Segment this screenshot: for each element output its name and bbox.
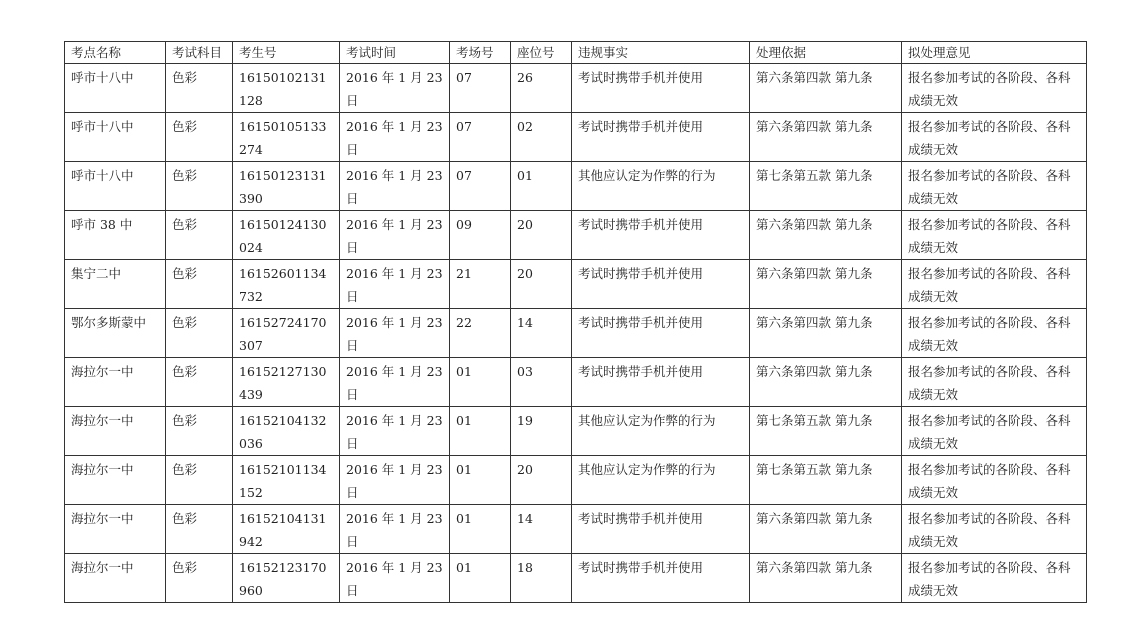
subject-cell: 色彩 — [166, 309, 233, 358]
basis-cell: 第六条第四款 第九条 — [750, 113, 902, 162]
table-row — [65, 456, 1087, 505]
violation-fact-cell: 考试时携带手机并使用 — [572, 358, 750, 407]
basis-cell: 第六条第四款 第九条 — [750, 309, 902, 358]
seat-number-cell: 20 — [511, 211, 572, 260]
document-sheet — [64, 41, 1087, 603]
header-candidate-number: 考生号 — [233, 42, 340, 64]
basis-cell: 第六条第四款 第九条 — [750, 64, 902, 113]
header-seat-number: 座位号 — [511, 42, 572, 64]
violation-fact-cell: 考试时携带手机并使用 — [572, 260, 750, 309]
violation-fact-cell: 考试时携带手机并使用 — [572, 309, 750, 358]
proposed-decision-cell: 报名参加考试的各阶段、各科成绩无效 — [902, 162, 1087, 211]
room-number-cell: 21 — [450, 260, 511, 309]
basis-cell: 第七条第五款 第九条 — [750, 162, 902, 211]
proposed-decision-cell: 报名参加考试的各阶段、各科成绩无效 — [902, 309, 1087, 358]
candidate-number-cell: 16152601134732 — [233, 260, 340, 309]
room-number-cell: 01 — [450, 358, 511, 407]
exam-time-cell: 2016 年 1 月 23 日 — [340, 162, 450, 211]
table-row — [65, 358, 1087, 407]
exam-site-cell: 呼市 38 中 — [65, 211, 166, 260]
header-subject: 考试科目 — [166, 42, 233, 64]
violation-fact-cell: 其他应认定为作弊的行为 — [572, 456, 750, 505]
subject-cell: 色彩 — [166, 358, 233, 407]
header-violation-fact: 违规事实 — [572, 42, 750, 64]
exam-site-cell: 集宁二中 — [65, 260, 166, 309]
subject-cell: 色彩 — [166, 211, 233, 260]
header-room-number: 考场号 — [450, 42, 511, 64]
exam-time-cell: 2016 年 1 月 23 日 — [340, 113, 450, 162]
violation-records-table — [64, 41, 1087, 603]
header-basis: 处理依据 — [750, 42, 902, 64]
proposed-decision-cell: 报名参加考试的各阶段、各科成绩无效 — [902, 456, 1087, 505]
exam-site-cell: 鄂尔多斯蒙中 — [65, 309, 166, 358]
exam-time-cell: 2016 年 1 月 23 日 — [340, 407, 450, 456]
exam-time-cell: 2016 年 1 月 23 日 — [340, 309, 450, 358]
candidate-number-cell: 16152104132036 — [233, 407, 340, 456]
basis-cell: 第六条第四款 第九条 — [750, 358, 902, 407]
room-number-cell: 22 — [450, 309, 511, 358]
basis-cell: 第七条第五款 第九条 — [750, 407, 902, 456]
exam-time-cell: 2016 年 1 月 23 日 — [340, 64, 450, 113]
exam-site-cell: 呼市十八中 — [65, 162, 166, 211]
table-row — [65, 554, 1087, 603]
subject-cell: 色彩 — [166, 260, 233, 309]
subject-cell: 色彩 — [166, 64, 233, 113]
room-number-cell: 01 — [450, 554, 511, 603]
exam-time-cell: 2016 年 1 月 23 日 — [340, 211, 450, 260]
basis-cell: 第六条第四款 第九条 — [750, 211, 902, 260]
exam-site-cell: 呼市十八中 — [65, 113, 166, 162]
violation-fact-cell: 考试时携带手机并使用 — [572, 211, 750, 260]
header-exam-time: 考试时间 — [340, 42, 450, 64]
seat-number-cell: 03 — [511, 358, 572, 407]
candidate-number-cell: 16150105133274 — [233, 113, 340, 162]
candidate-number-cell: 16152127130439 — [233, 358, 340, 407]
exam-time-cell: 2016 年 1 月 23 日 — [340, 358, 450, 407]
table-row — [65, 309, 1087, 358]
seat-number-cell: 02 — [511, 113, 572, 162]
candidate-number-cell: 16152724170307 — [233, 309, 340, 358]
seat-number-cell: 14 — [511, 505, 572, 554]
table-row — [65, 64, 1087, 113]
room-number-cell: 09 — [450, 211, 511, 260]
table-body — [65, 64, 1087, 603]
exam-site-cell: 海拉尔一中 — [65, 456, 166, 505]
basis-cell: 第六条第四款 第九条 — [750, 505, 902, 554]
exam-time-cell: 2016 年 1 月 23 日 — [340, 260, 450, 309]
exam-site-cell: 海拉尔一中 — [65, 554, 166, 603]
seat-number-cell: 20 — [511, 456, 572, 505]
subject-cell: 色彩 — [166, 113, 233, 162]
violation-fact-cell: 其他应认定为作弊的行为 — [572, 162, 750, 211]
exam-time-cell: 2016 年 1 月 23 日 — [340, 554, 450, 603]
header-exam-site: 考点名称 — [65, 42, 166, 64]
exam-site-cell: 海拉尔一中 — [65, 505, 166, 554]
basis-cell: 第七条第五款 第九条 — [750, 456, 902, 505]
table-row — [65, 260, 1087, 309]
proposed-decision-cell: 报名参加考试的各阶段、各科成绩无效 — [902, 407, 1087, 456]
subject-cell: 色彩 — [166, 407, 233, 456]
proposed-decision-cell: 报名参加考试的各阶段、各科成绩无效 — [902, 260, 1087, 309]
seat-number-cell: 14 — [511, 309, 572, 358]
violation-fact-cell: 其他应认定为作弊的行为 — [572, 407, 750, 456]
subject-cell: 色彩 — [166, 554, 233, 603]
seat-number-cell: 26 — [511, 64, 572, 113]
room-number-cell: 07 — [450, 162, 511, 211]
subject-cell: 色彩 — [166, 162, 233, 211]
room-number-cell: 07 — [450, 64, 511, 113]
seat-number-cell: 20 — [511, 260, 572, 309]
room-number-cell: 01 — [450, 456, 511, 505]
proposed-decision-cell: 报名参加考试的各阶段、各科成绩无效 — [902, 554, 1087, 603]
exam-site-cell: 海拉尔一中 — [65, 407, 166, 456]
proposed-decision-cell: 报名参加考试的各阶段、各科成绩无效 — [902, 113, 1087, 162]
candidate-number-cell: 16150123131390 — [233, 162, 340, 211]
seat-number-cell: 19 — [511, 407, 572, 456]
exam-site-cell: 呼市十八中 — [65, 64, 166, 113]
proposed-decision-cell: 报名参加考试的各阶段、各科成绩无效 — [902, 358, 1087, 407]
exam-time-cell: 2016 年 1 月 23 日 — [340, 456, 450, 505]
header-proposed-decision: 拟处理意见 — [902, 42, 1087, 64]
table-row — [65, 407, 1087, 456]
proposed-decision-cell: 报名参加考试的各阶段、各科成绩无效 — [902, 505, 1087, 554]
basis-cell: 第六条第四款 第九条 — [750, 260, 902, 309]
candidate-number-cell: 16150102131128 — [233, 64, 340, 113]
subject-cell: 色彩 — [166, 505, 233, 554]
violation-fact-cell: 考试时携带手机并使用 — [572, 113, 750, 162]
exam-time-cell: 2016 年 1 月 23 日 — [340, 505, 450, 554]
candidate-number-cell: 16152123170960 — [233, 554, 340, 603]
proposed-decision-cell: 报名参加考试的各阶段、各科成绩无效 — [902, 64, 1087, 113]
seat-number-cell: 18 — [511, 554, 572, 603]
violation-fact-cell: 考试时携带手机并使用 — [572, 64, 750, 113]
table-row — [65, 162, 1087, 211]
seat-number-cell: 01 — [511, 162, 572, 211]
basis-cell: 第六条第四款 第九条 — [750, 554, 902, 603]
candidate-number-cell: 16152101134152 — [233, 456, 340, 505]
room-number-cell: 01 — [450, 505, 511, 554]
violation-fact-cell: 考试时携带手机并使用 — [572, 505, 750, 554]
candidate-number-cell: 16150124130024 — [233, 211, 340, 260]
candidate-number-cell: 16152104131942 — [233, 505, 340, 554]
room-number-cell: 07 — [450, 113, 511, 162]
table-row — [65, 113, 1087, 162]
violation-fact-cell: 考试时携带手机并使用 — [572, 554, 750, 603]
table-row — [65, 211, 1087, 260]
exam-site-cell: 海拉尔一中 — [65, 358, 166, 407]
table-header-row — [65, 42, 1087, 64]
proposed-decision-cell: 报名参加考试的各阶段、各科成绩无效 — [902, 211, 1087, 260]
room-number-cell: 01 — [450, 407, 511, 456]
subject-cell: 色彩 — [166, 456, 233, 505]
table-row — [65, 505, 1087, 554]
